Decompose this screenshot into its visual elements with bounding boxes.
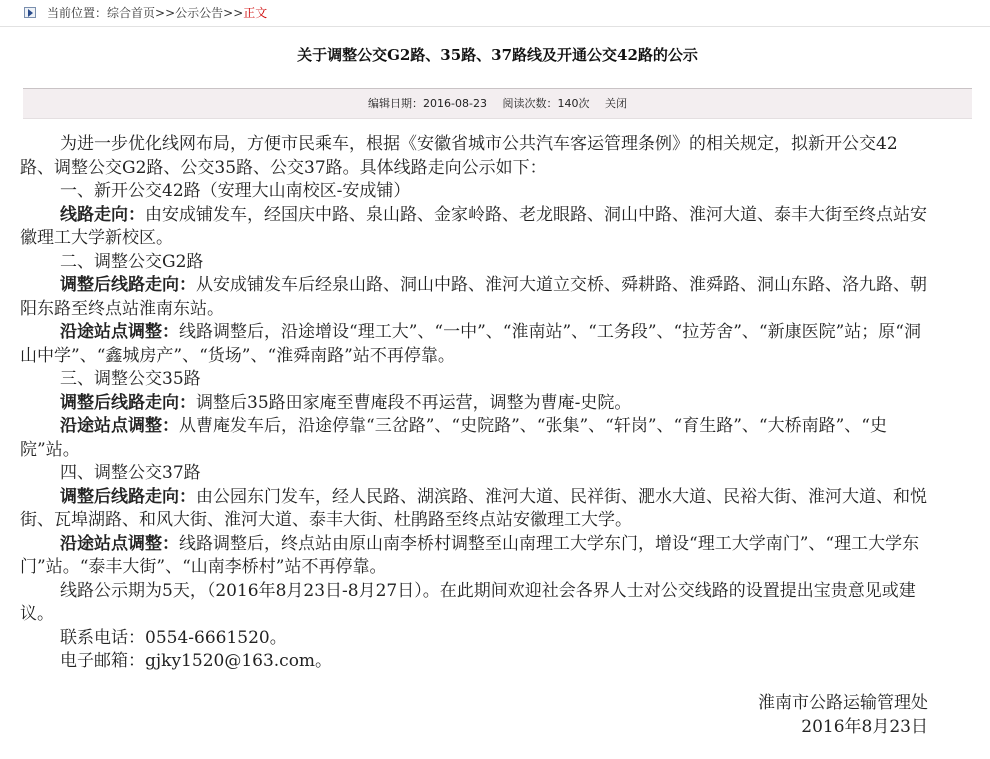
article-body [20, 133, 930, 674]
paragraph-text: 从安成铺发车后经泉山路、洞山中路、淮河大道立交桥、舜耕路、淮舜路、洞山东路、洛九路、朝阳东路至终点站淮南东站。 [20, 275, 927, 319]
paragraph [20, 392, 930, 416]
breadcrumb-prefix: 当前位置： [47, 6, 108, 20]
adjusted-route-label: 调整后线路走向： [60, 392, 196, 413]
paragraph [20, 415, 930, 462]
contact-phone: 联系电话：0554-6661520。 [60, 627, 287, 648]
contact-email: 电子邮箱：gjky1520@163.com。 [60, 651, 333, 671]
section-heading: 一、新开公交42路（安理大山南校区-安成铺） [60, 181, 411, 201]
paragraph [20, 486, 930, 533]
article-meta-bar [23, 88, 972, 119]
stop-adjust-label: 沿途站点调整： [60, 416, 179, 436]
breadcrumb-separator: >> [155, 6, 176, 20]
paragraph [20, 204, 930, 251]
breadcrumb-section-link[interactable]: 公示公告 [175, 6, 224, 20]
signature [758, 692, 928, 739]
edit-date: 编辑日期：2016-08-23 [368, 97, 487, 110]
paragraph-text: 从曹庵发车后，沿途停靠“三岔路”、“史院路”、“张集”、“轩岗”、“育生路”、“大桥南路”、“史院”站。 [20, 416, 887, 460]
paragraph-text: 由公园东门发车，经人民路、湖滨路、淮河大道、民祥街、淝水大道、民裕大街、淮河大道、和悦街、瓦埠湖路、和风大街、淮河大道、泰丰大街、杜鹃路至终点站安徽理工大学。 [20, 486, 927, 530]
view-count: 阅读次数：140次 [502, 97, 590, 110]
route-label: 线路走向： [60, 204, 145, 225]
section-heading: 三、调整公交35路 [60, 369, 201, 389]
signature-date: 2016年8月23日 [801, 716, 928, 737]
breadcrumb [0, 0, 990, 27]
paragraph-text: 由安成铺发车，经国庆中路、泉山路、金家岭路、老龙眼路、洞山中路、淮河大道、泰丰大街至终点站安徽理工大学新校区。 [20, 204, 927, 248]
adjusted-route-label: 调整后线路走向： [60, 486, 196, 507]
paragraph-text: 线路调整后，沿途增设“理工大”、“一中”、“淮南站”、“工务段”、“拉芳舍”、“新康医院”站；原“洞山中学”、“鑫城房产”、“货场”、“淮舜南路”站不再停靠。 [20, 322, 921, 366]
paragraph: 线路公示期为5天，（2016年8月23日-8月27日）。在此期间欢迎社会各界人士对公交线路的设置提出宝贵意见或建议。 [20, 580, 916, 624]
breadcrumb-current: 正文 [243, 6, 268, 20]
paragraph [20, 274, 930, 321]
article-title: 关于调整公交G2路、35路、37路线及开通公交42路的公示 [297, 46, 698, 64]
stop-adjust-label: 沿途站点调整： [60, 322, 179, 342]
section-heading: 二、调整公交G2路 [60, 251, 204, 272]
breadcrumb-separator: >> [223, 6, 244, 20]
paragraph-text: 线路调整后，终点站由原山南李桥村调整至山南理工大学东门，增设“理工大学南门”、“理工大学东门”站。“泰丰大街”、“山南李桥村”站不再停靠。 [20, 533, 920, 577]
adjusted-route-label: 调整后线路走向： [60, 275, 196, 295]
breadcrumb-home-link[interactable]: 综合首页 [107, 6, 156, 20]
paragraph: 为进一步优化线网布局，方便市民乘车，根据《安徽省城市公共汽车客运管理条例》的相关规定，拟新开公交42路、调整公交G2路、公交35路、公交37路。具体线路走向公示如下： [20, 134, 898, 178]
section-heading: 四、调整公交37路 [60, 463, 201, 483]
paragraph [20, 321, 930, 368]
breadcrumb-text [47, 0, 267, 26]
close-button[interactable]: 关闭 [604, 97, 627, 110]
paragraph-text: 调整后35路田家庵至曹庵段不再运营，调整为曹庵-史院。 [196, 392, 632, 413]
paragraph [20, 533, 930, 580]
signature-org: 淮南市公路运输管理处 [758, 693, 928, 713]
arrow-right-icon [24, 7, 36, 18]
stop-adjust-label: 沿途站点调整： [60, 533, 179, 554]
